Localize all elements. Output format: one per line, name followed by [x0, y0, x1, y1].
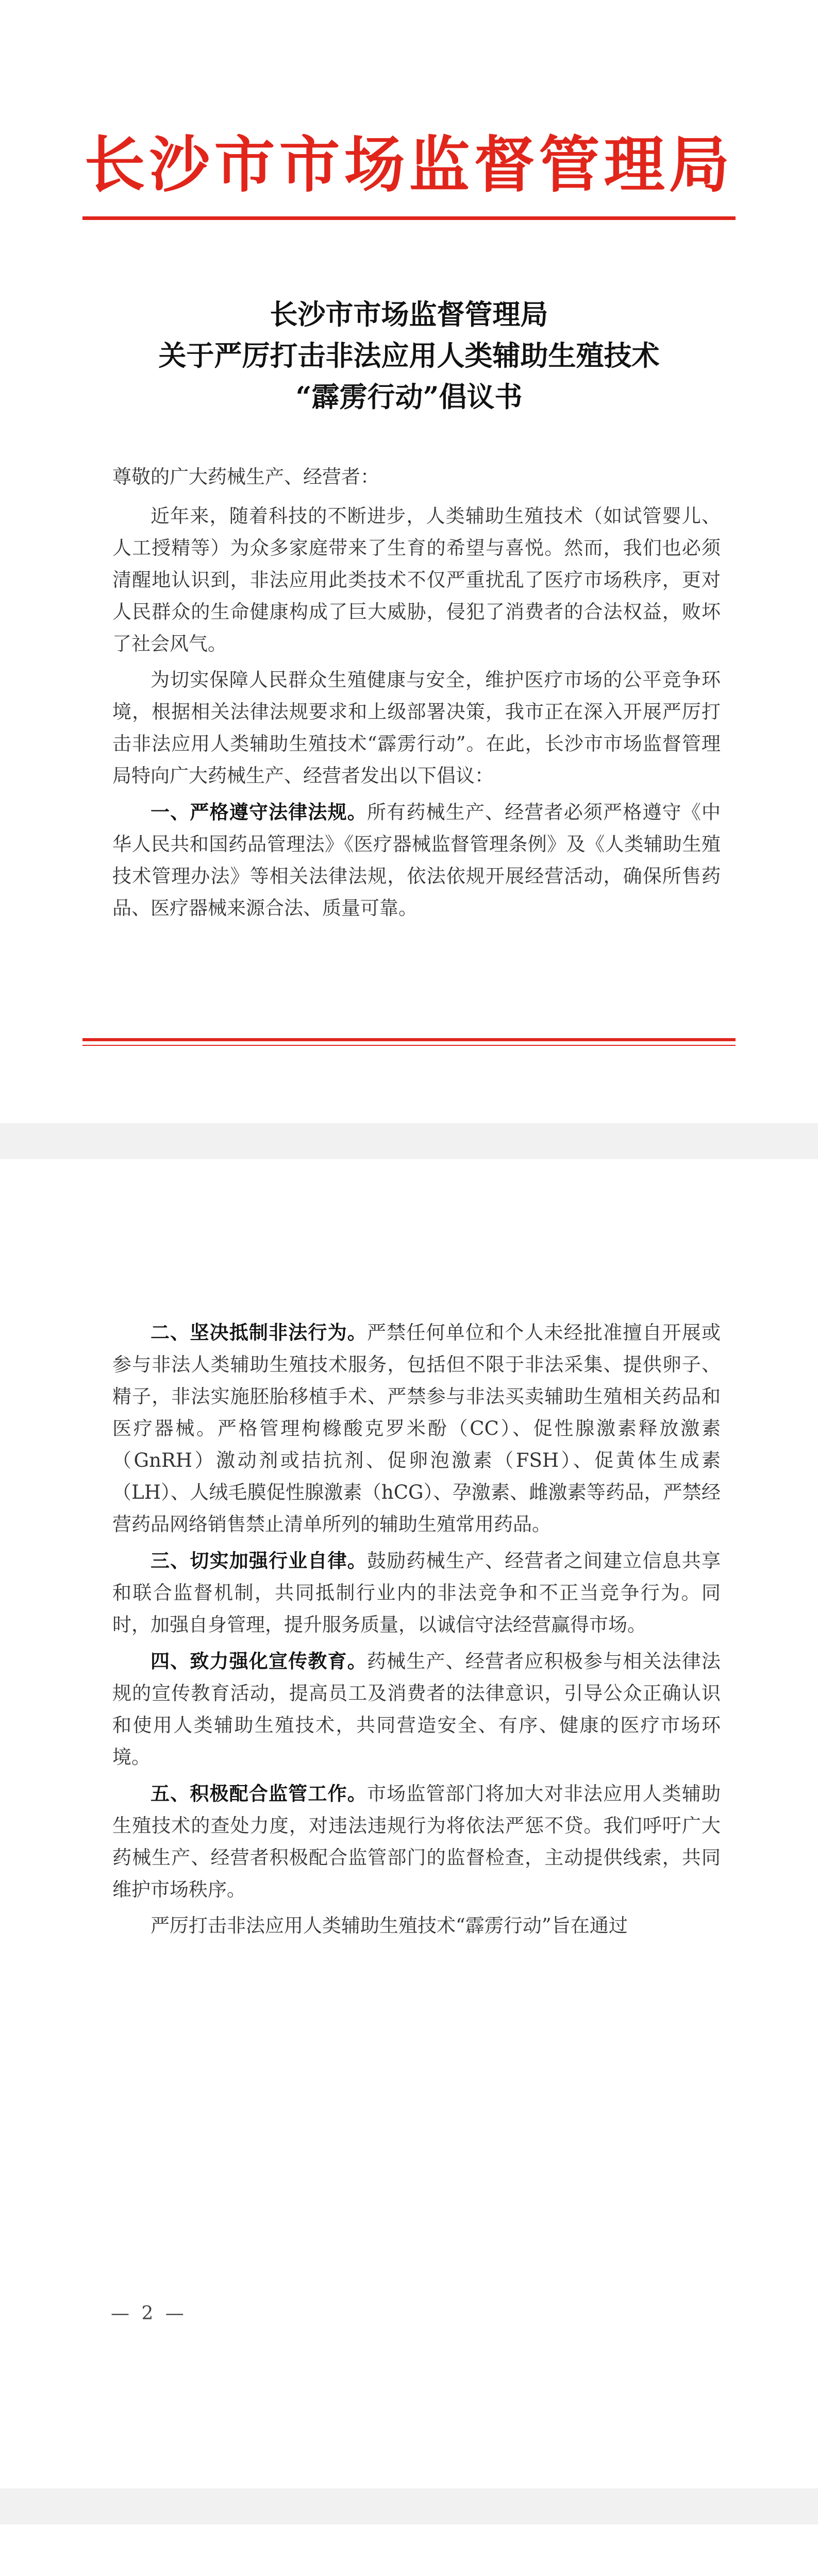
page1-body: [112, 461, 721, 928]
item-1: [112, 796, 721, 924]
item-2-body: 严禁任何单位和个人未经批准擅自开展或参与非法人类辅助生殖技术服务，包括但不限于非法采集、提供卵子、精子，非法实施胚胎移植手术、严禁参与非法买卖辅助生殖相关药品和医疗器械。严格管理枸橼酸克罗米酚（CC）、促性腺激素释放激素（GnRH）激动剂或拮抗剂、促卵泡激素（FSH）、促黄体生成素（LH）、人绒毛膜促性腺激素（hCG）、孕激素、雌激素等药品，严禁经营药品网络销售禁止清单所列的辅助生殖常用药品。: [112, 1321, 721, 1535]
page-number-2: — 2 —: [111, 2303, 187, 2324]
item-1-heading: 一、严格遵守法律法规。: [151, 801, 367, 823]
item-4-body: 药械生产、经营者应积极参与相关法律法规的宣传教育活动，提高员工及消费者的法律意识，引导公众正确认识和使用人类辅助生殖技术，共同营造安全、有序、健康的医疗市场环境。: [112, 1650, 721, 1768]
masthead-rule: [82, 216, 736, 220]
document-title: [0, 294, 818, 417]
item-4: [112, 1645, 721, 1773]
item-3-body: 鼓励药械生产、经营者之间建立信息共享和联合监督机制，共同抵制行业内的非法竞争和不正当竞争行为。同时，加强自身管理，提升服务质量，以诚信守法经营赢得市场。: [112, 1550, 721, 1636]
salutation: 尊敬的广大药械生产、经营者：: [112, 466, 379, 488]
page-break: [0, 2488, 818, 2524]
footer-rule-thin: [82, 1045, 736, 1046]
item-2-heading: 二、坚决抵制非法行为。: [151, 1321, 367, 1344]
title-line-2: 关于严厉打击非法应用人类辅助生殖技术: [158, 339, 660, 372]
paragraph-purpose: 为切实保障人民群众生殖健康与安全，维护医疗市场的公平竞争环境，根据相关法律法规要求和上级部署决策，我市正在深入开展严厉打击非法应用人类辅助生殖技术“霹雳行动”。在此，长沙市市场监督管理局特向广大药械生产、经营者发出以下倡议：: [112, 669, 721, 787]
item-5-body: 市场监管部门将加大对非法应用人类辅助生殖技术的查处力度，对违法违规行为将依法严惩不贷。我们呼吁广大药械生产、经营者积极配合监管部门的监督检查，主动提供线索，共同维护市场秩序。: [112, 1783, 721, 1901]
title-line-3: “霹雳行动”倡议书: [295, 380, 523, 413]
footer-rule-thick: [82, 1038, 736, 1041]
item-5-heading: 五、积极配合监管工作。: [151, 1782, 367, 1805]
item-5: [112, 1777, 721, 1906]
masthead: 长沙市市场监督管理局: [84, 129, 734, 200]
paragraph-intro: 近年来，随着科技的不断进步，人类辅助生殖技术（如试管婴儿、人工授精等）为众多家庭带来了生育的希望与喜悦。然而，我们也必须清醒地认识到，非法应用此类技术不仅严重扰乱了医疗市场秩序，更对人民群众的生命健康构成了巨大威胁，侵犯了消费者的合法权益，败坏了社会风气。: [112, 505, 721, 655]
item-1-body: 所有药械生产、经营者必须严格遵守《中华人民共和国药品管理法》《医疗器械监督管理条例》及《人类辅助生殖技术管理办法》等相关法律法规，依法依规开展经营活动，确保所售药品、医疗器械来源合法、质量可靠。: [112, 801, 721, 919]
item-2: [112, 1316, 721, 1540]
closing-part-1: 严厉打击非法应用人类辅助生殖技术“霹雳行动”旨在通过: [151, 1914, 628, 1937]
page2-body: [112, 1316, 721, 1946]
item-3: [112, 1545, 721, 1641]
item-3-heading: 三、切实加强行业自律。: [151, 1549, 367, 1572]
title-line-1: 长沙市市场监督管理局: [270, 298, 548, 331]
page-break: [0, 1123, 818, 1159]
item-4-heading: 四、致力强化宣传教育。: [151, 1650, 367, 1672]
